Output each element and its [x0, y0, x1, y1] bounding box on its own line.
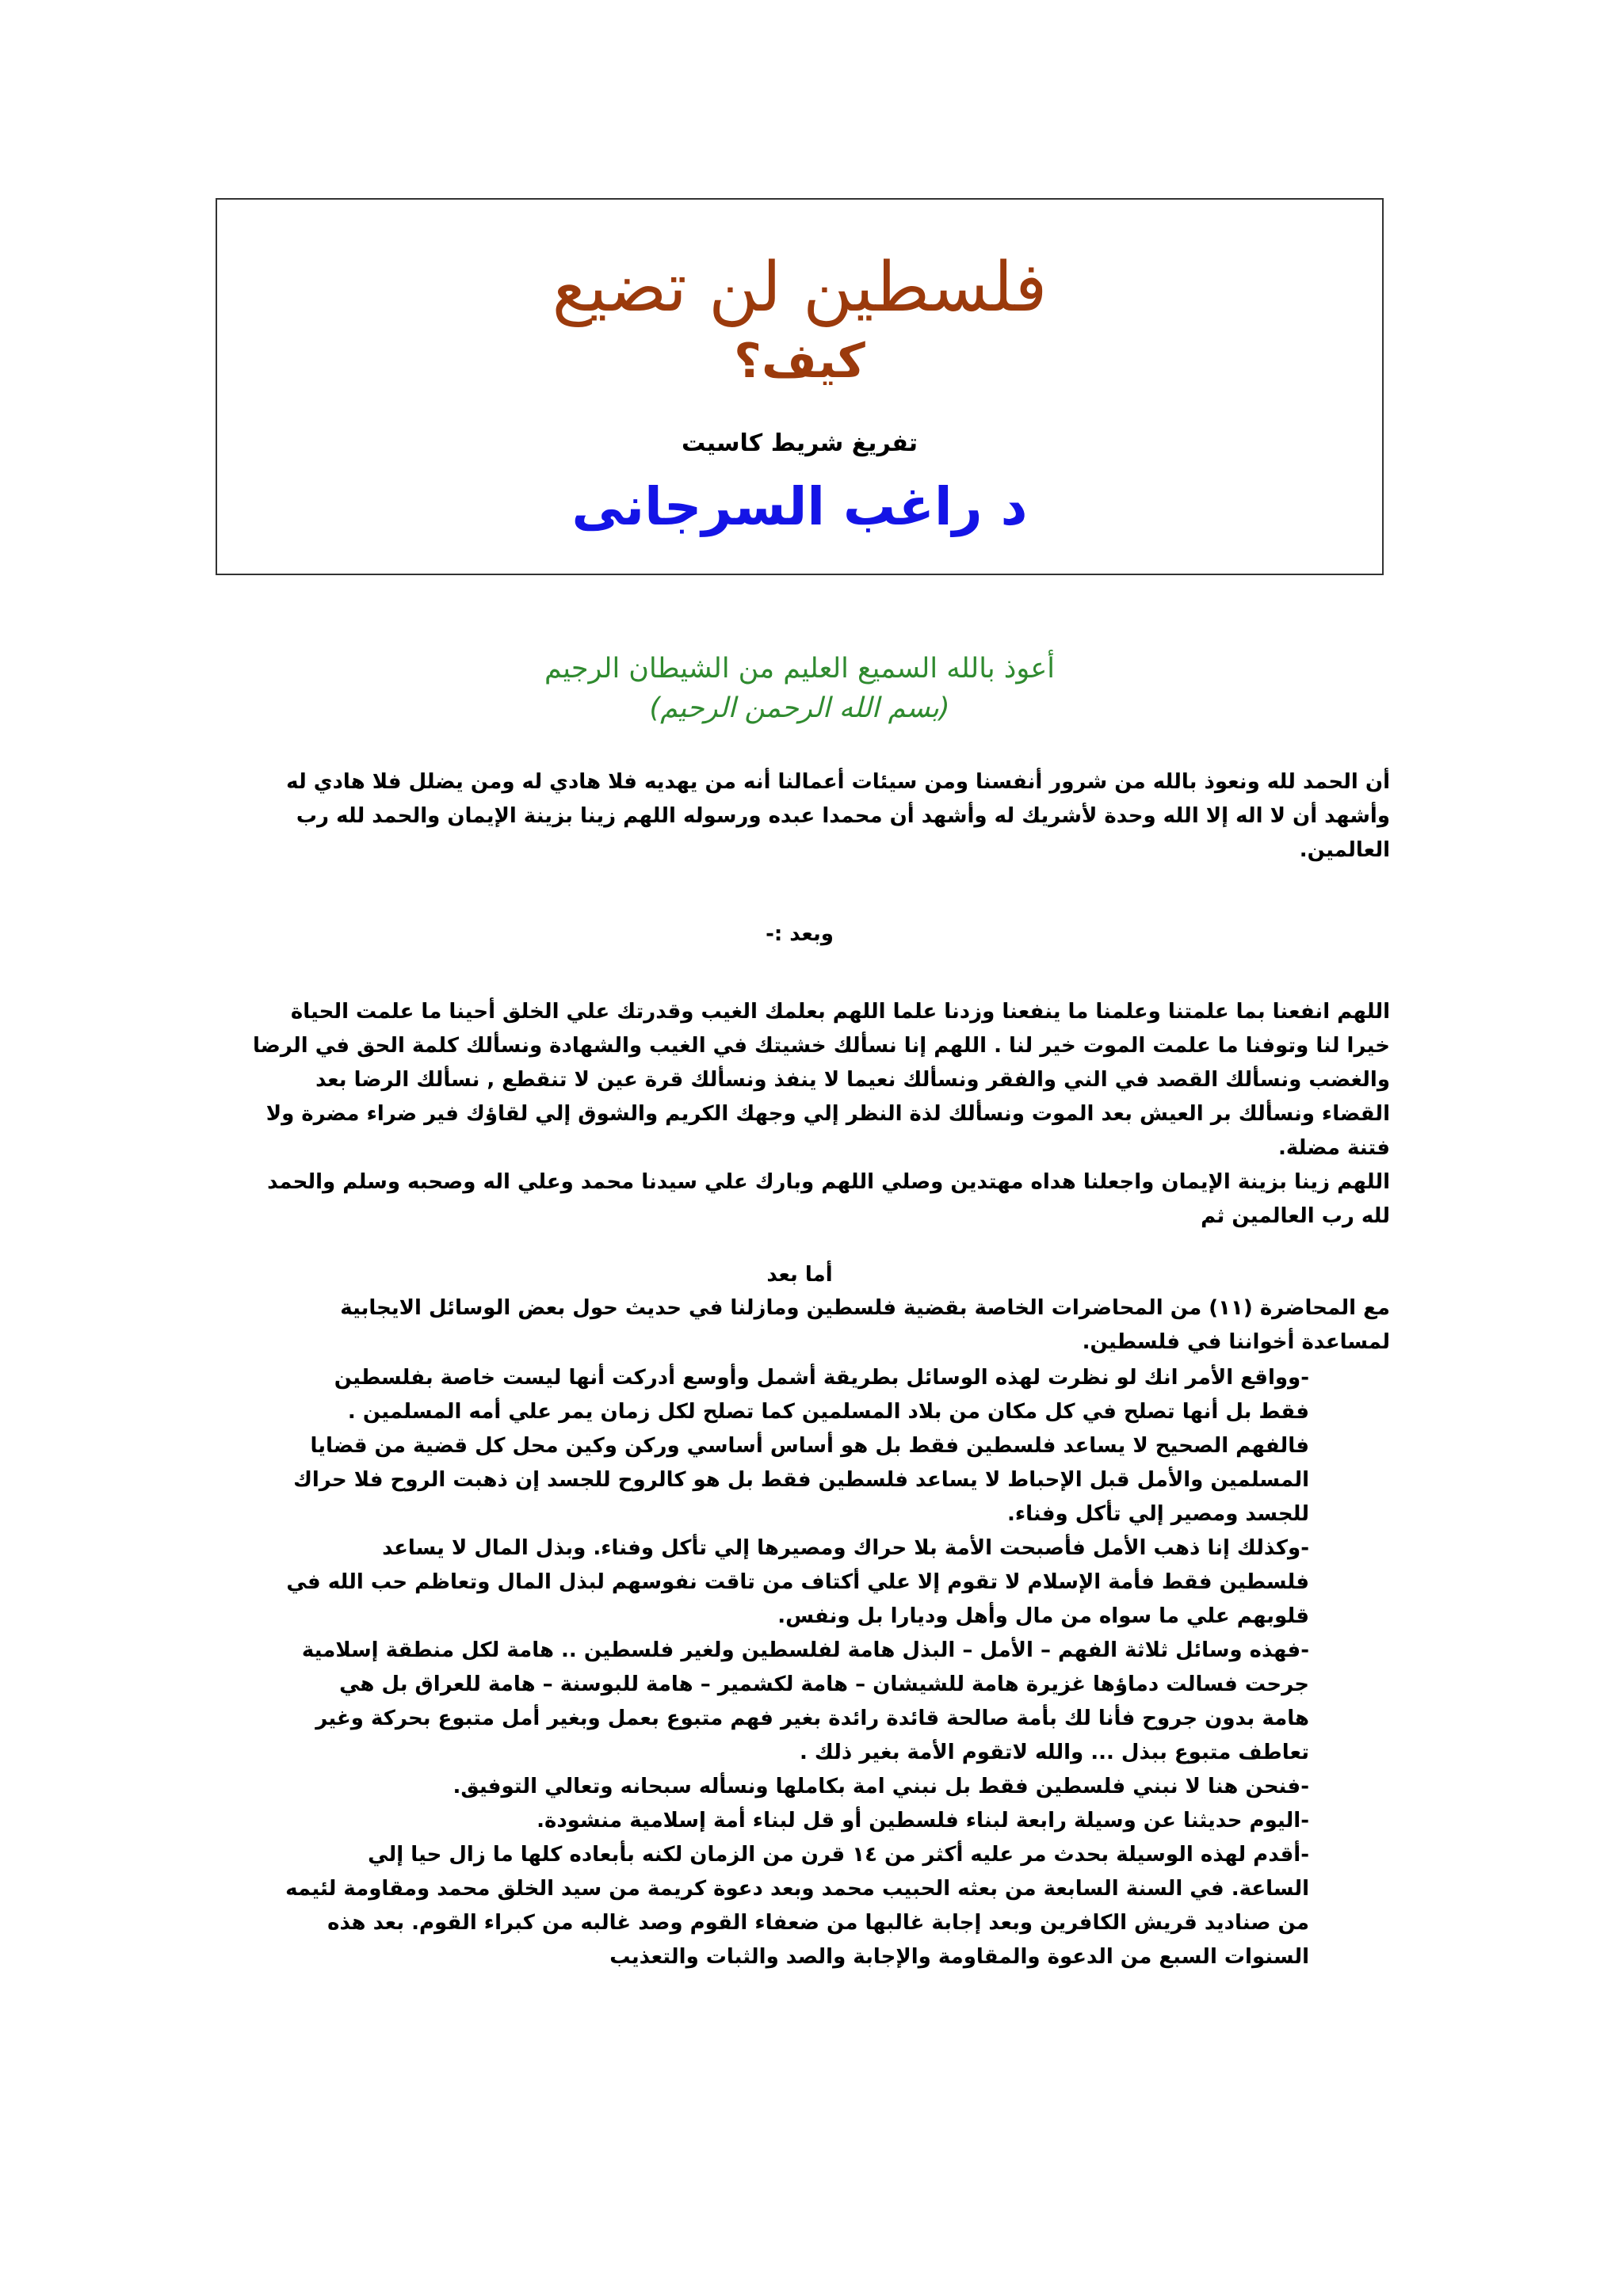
point-item: - فنحن هنا لا نبني فلسطين فقط بل نبني امة بكاملها ونسأله سبحانه وتعالي التوفيق. [285, 1770, 1309, 1804]
amma-heading: أما بعد [766, 1263, 833, 1287]
cassette-label: تفريغ شريط كاسيت [682, 429, 918, 457]
intro-text: أن الحمد لله ونعوذ بالله من شرور أنفسنا ومن سيئات أعمالنا أنه من يهديه فلا هادي له ومن يضلل فلا هادي له وأشهد أن لا اله إلا الله وحدة لأشريك له وأشهد أن محمدا عبده ورسوله اللهم زينا بزينة الإيمان والحمد لله رب العالمين. [286, 770, 1390, 862]
isti-adha-line: أعوذ بالله السميع العليم من الشيطان الرجيم [544, 653, 1056, 685]
basmala-line: (بسم الله الرحمن الرحيم) [649, 692, 950, 724]
point-item: - أقدم لهذه الوسيلة بحدث مر عليه أكثر من ١٤ قرن من الزمان لكنه بأبعاده كلها ما زال حيا إلي الساعة. في السنة السابعة من بعثه الحبيب محمد وبعد دعوة كريمة من سيد الخلق محمد ومقاومة لئيمه من صناديد قريش الكافرين وبعد إجابة غالبها من ضعفاء القوم وصد غالبه من كبراء القوم. بعد هذه السنوات السبع من الدعوة والمقاومة والإجابة والصد والثبات والتعذيب [285, 1838, 1309, 1974]
lecture-intro-text: مع المحاضرة (١١) من المحاضرات الخاصة بقضية فلسطين ومازلنا في حديث حول بعض الوسائل الايجابية لمساعدة أخواننا في فلسطين. [340, 1296, 1390, 1354]
dua-paragraph-1: اللهم انفعنا بما علمتنا وعلمنا ما ينفعنا وزدنا علما اللهم بعلمك الغيب وقدرتك علي الخلق أحينا ما علمت الحياة خيرا لنا وتوفنا ما علمت الموت خير لنا . اللهم إنا نسألك خشيتك في الغيب والشهادة ونسألك كلمة الحق في الرضا والغضب ونسألك القصد في الني والفقر ونسألك نعيما لا ينفذ ونسألك قرة عين لا تنقطع , نسألك الرضا بعد القضاء ونسألك بر العيش بعد الموت ونسألك لذة النظر إلي وجهك الكريم والشوق إلي لقاؤك فير ضراء مضرة ولا فتنة مضلة. [252, 1000, 1390, 1160]
intro-paragraph [247, 765, 1390, 868]
document-subtitle: كيف؟ [734, 334, 865, 389]
point-item: - وكذلك إنا ذهب الأمل فأصبحت الأمة بلا حراك ومصيرها إلي تأكل وفناء. وبذل المال لا يساعد فلسطين فقط فأمة الإسلام لا تقوم إلا علي أكتاف من تاقت نفوسهم لبذل المال وتعاظم حب الله في قلوبهم علي ما سواه من مال وأهل وديارا بل ونفس. [285, 1531, 1309, 1634]
lecture-intro-paragraph [247, 1291, 1390, 1360]
wabad-heading: وبعد :- [766, 922, 834, 946]
dua-section [247, 995, 1390, 1234]
points-list [285, 1361, 1309, 1974]
title-box [216, 198, 1384, 575]
point-item: - اليوم حديثنا عن وسيلة رابعة لبناء فلسطين أو قل لبناء أمة إسلامية منشودة. [285, 1804, 1309, 1838]
point-item: - فهذه وسائل ثلاثة الفهم – الأمل – البذل هامة لفلسطين ولغير فلسطين .. هامة لكل منطقة إسلامية جرحت فسالت دماؤها غزيرة هامة للشيشان – هامة لكشمير – هامة للبوسنة – هامة للعراق بل هي هامة بدون جروح فأنا لك بأمة صالحة قائدة رائدة بغير فهم متبوع بعمل وبغير أمل متبوع بحركة وغير تعاطف متبوع ببذل ... والله لاتقوم الأمة بغير ذلك . [285, 1634, 1309, 1770]
point-item: - وواقع الأمر انك لو نظرت لهذه الوسائل بطريقة أشمل وأوسع أدركت أنها ليست خاصة بفلسطين فقط بل أنها تصلح في كل مكان من بلاد المسلمين كما تصلح لكل زمان يمر علي أمه المسلمين . فالفهم الصحيح لا يساعد فلسطين فقط بل هو أساس أساسي وركن وكين محل كل قضية من قضايا المسلمين والأمل قبل الإحباط لا يساعد فلسطين فقط بل هو كالروح للجسد إن ذهبت الروح فلا حراك للجسد ومصير إلي تأكل وفناء. [285, 1361, 1309, 1531]
dua-paragraph-2: اللهم زينا بزينة الإيمان واجعلنا هداه مهتدين وصلي اللهم وبارك علي سيدنا محمد وعلي اله وصحبه وسلم والحمد لله رب العالمين ثم [267, 1170, 1390, 1228]
author-name: د راغب السرجانى [571, 476, 1028, 537]
document-title: فلسطين لن تضيع [552, 248, 1048, 327]
